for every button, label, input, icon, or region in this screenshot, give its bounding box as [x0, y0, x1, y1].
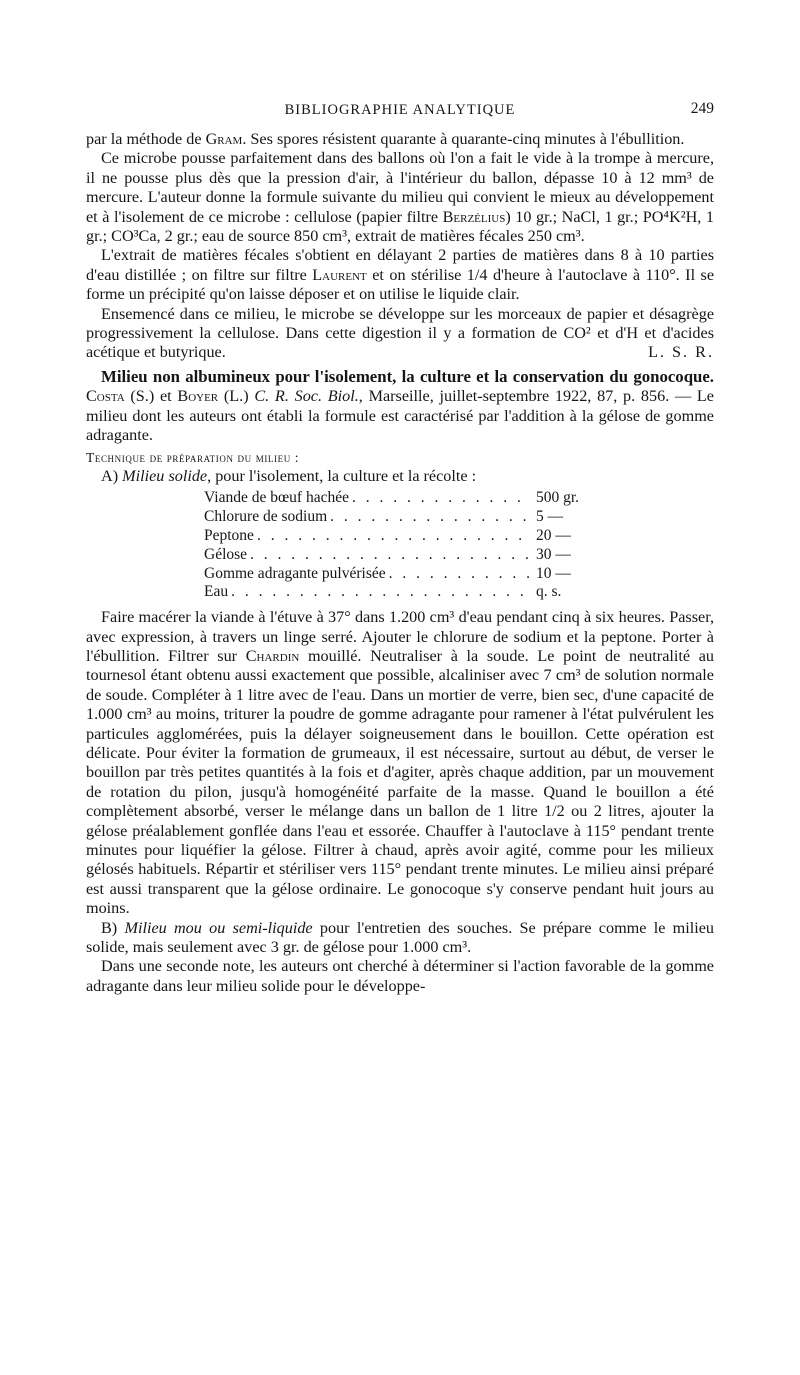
recipe-row: Gélose . . . 30 —: [204, 546, 594, 565]
recipe-row: Gomme adragante pulvérisée . . . 10 —: [204, 565, 594, 584]
author-ref-berzelius: Berzélius: [442, 207, 506, 226]
article-body: [86, 130, 714, 996]
author-costa: Costa: [86, 387, 125, 406]
paragraph-3: L'extrait de matières fécales s'obtient en délayant 2 parties de matières dans 8 à 10 parties d'eau distillée ; on filtre sur filtre Laurent et on stérilise 1/4 d'heure à l'autoclave à 110°. Il se forme un précipité qu'on laisse déposer et on utilise le liquide clair.: [86, 246, 714, 304]
article-title: Milieu non albumineux pour l'isolement, la culture et la conservation du gonocoque.: [101, 366, 714, 386]
author-ref-gram: Gram: [205, 130, 243, 148]
article-citation: Milieu non albumineux pour l'isolement, la culture et la conservation du gonocoque. Costa (S.) et Boyer (L.) C. R. Soc. Biol., Marseille, juillet-septembre 1922, 87, p. 856. — Le milieu dont les auteurs ont établi la formule est caractérisé par l'addition à la gélose de gomme adragante.: [86, 366, 714, 445]
recipe-row: Eau . . . q. s.: [204, 583, 594, 602]
reviewer-signature: L. S. R.: [648, 343, 714, 362]
recipe-row: Viande de bœuf hachée . . . 500 gr.: [204, 489, 594, 508]
author-boyer: Boyer: [177, 387, 219, 406]
recipe-table: [204, 489, 594, 602]
paragraph-4: Ensemencé dans ce milieu, le microbe se développe sur les morceaux de papier et désagrège progressivement la cellulose. Dans cette digestion il y a formation de CO² et d'H et d'acides acétique et butyrique. L. S. R.: [86, 304, 714, 362]
paragraph-1: par la méthode de Gram. Ses spores résistent quarante à quarante-cinq minutes à l'ébullition.: [86, 130, 685, 148]
page-number: 249: [690, 100, 714, 117]
section-a-heading: A) Milieu solide, pour l'isolement, la culture et la récolte :: [101, 466, 477, 485]
recipe-row: Chlorure de sodium . . . 5 —: [204, 508, 594, 527]
author-ref-chardin: Chardin: [245, 646, 300, 665]
author-ref-laurent: Laurent: [312, 265, 367, 284]
section-b: B) Milieu mou ou semi-liquide pour l'entretien des souches. Se prépare comme le milieu solide, mais seulement avec 3 gr. de gélose pour 1.000 cm³.: [86, 918, 715, 956]
paragraph-procedure: Faire macérer la viande à l'étuve à 37° dans 1.200 cm³ d'eau pendant cinq à six heures. Passer, avec expression, à travers un linge serré. Ajouter le chlorure de sodium et la peptone. Porter à l'ébullition. Filtrer sur Chardin mouillé. Neutraliser à la soude. Le point de neutralité au tournesol étant obtenu aussi exactement que possible, alcaliniser avec 7 cm³ de solution normale de soude. Compléter à 1 litre avec de l'eau. Dans un mortier de verre, bien sec, d'une capacité de 1.000 cm³ au moins, triturer la poudre de gomme adragante pour ramener à l'état pulvérulent les particules agglomérées, puis la délayer soigneusement dans le bouillon. Cette opération est délicate. Pour éviter la formation de grumeaux, il est nécessaire, surtout au début, de verser le bouillon par très petites quantités à la fois et d'agiter, après chaque addition, par un mouvement de rotation du pilon, jusqu'à homogénéité parfaite de la masse. Quand le bouillon a été complètement absorbé, verser le mélange dans un ballon de 1 litre 1/2 ou 2 litres, ajouter la gélose préalablement gonflée dans l'eau et essorée. Chauffer à l'autoclave à 115° pendant trente minutes pour liquéfier la gélose. Filtrer à chaud, après avoir agité, comme pour les milieux gélosés habituels. Répartir et stériliser vers 115° pendant trente minutes. Le milieu ainsi préparé est aussi transparent que la gélose ordinaire. Le gonocoque s'y conserve pendant huit jours au moins.: [86, 608, 714, 918]
recipe-row: Peptone . . . 20 —: [204, 527, 594, 546]
paragraph-2: Ce microbe pousse parfaitement dans des ballons où l'on a fait le vide à la trompe à mercure, il ne pousse plus dès que la pression d'air, à l'intérieur du ballon, dépasse 10 à 12 mm³ de mercure. L'auteur donne la formule suivante du milieu qui convient le mieux au développement et à l'isolement de ce microbe : cellulose (papier filtre Berzélius) 10 gr.; NaCl, 1 gr.; PO⁴K²H, 1 gr.; CO³Ca, 2 gr.; eau de source 850 cm³, extrait de matières fécales 250 cm³.: [86, 149, 714, 246]
technique-heading: Technique de préparation du milieu :: [86, 449, 300, 465]
running-title: BIBLIOGRAPHIE ANALYTIQUE: [284, 102, 516, 118]
journal-name: C. R. Soc. Biol.: [254, 387, 359, 406]
paragraph-last: Dans une seconde note, les auteurs ont cherché à déterminer si l'action favorable de la gomme adragante dans leur milieu solide pour le développe-: [86, 957, 714, 995]
page-header: [86, 98, 714, 122]
